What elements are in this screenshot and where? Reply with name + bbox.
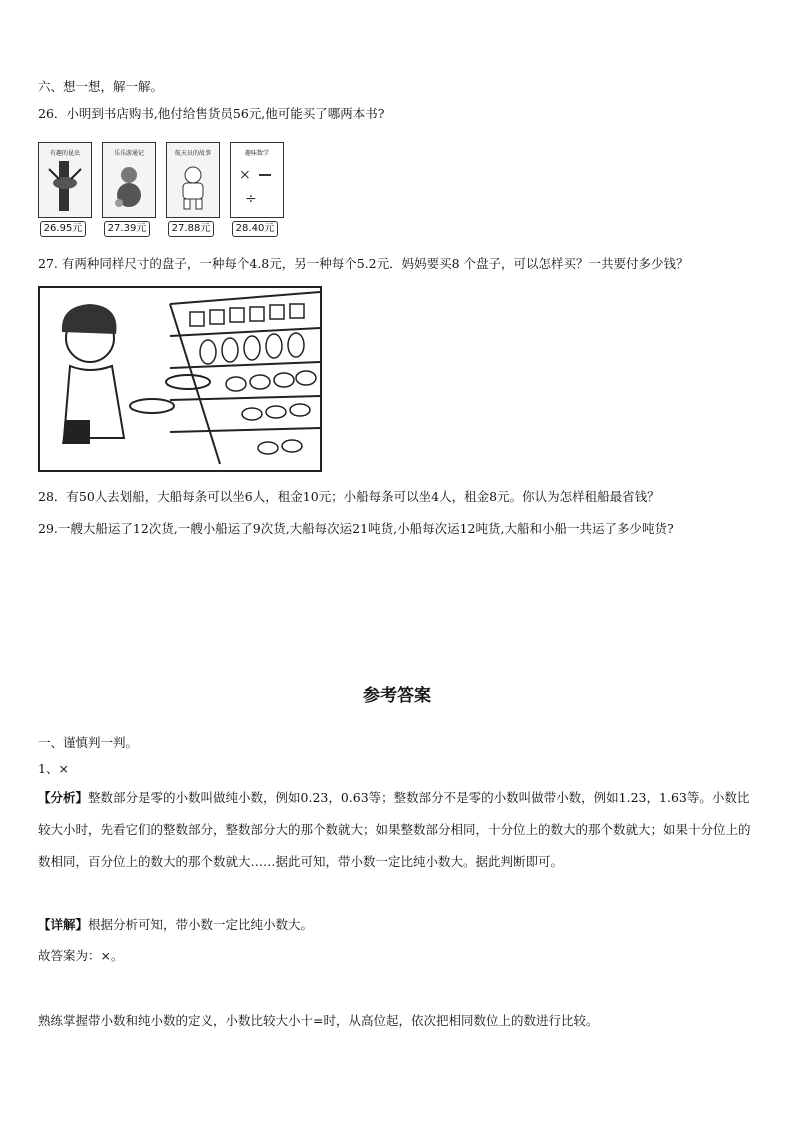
svg-text:÷: ÷	[245, 191, 257, 207]
question-28: 28．有50人去划船，大船每条可以坐6人，租金10元；小船每条可以坐4人，租金8元。你认为怎样租船最省钱？	[38, 489, 660, 504]
book-title: 乐乐游通记	[113, 150, 144, 157]
answer-section-title: 参考答案	[363, 686, 431, 706]
book-title: 趣味数学	[244, 150, 269, 157]
section-heading-6: 六、想一想，解一解。	[38, 79, 164, 94]
answer-1: 1、×	[38, 761, 69, 776]
astronaut-icon	[173, 161, 213, 211]
book-cover-1	[38, 142, 92, 218]
book-cover-3	[166, 142, 220, 218]
book-price-1: 26.95元	[40, 221, 86, 237]
analysis-paragraph	[38, 782, 756, 878]
book-cover-2	[102, 142, 156, 218]
question-27: 27. 有两种同样尺寸的盘子，一种每个4.8元，另一种每个5.2元．妈妈要买8 个盘子，可以怎样买？一共要付多少钱？	[38, 256, 689, 271]
section-heading-1: 一、谨慎判一判。	[38, 735, 139, 750]
analysis-text: 整数部分是零的小数叫做纯小数，例如0.23，0.63等；整数部分不是零的小数叫做带小数，例如1.23，1.63等。小数比较大小时，先看它们的整数部分，整数部分大的那个数就大；如果整数部分相同，十分位上的数大的那个数就大；如果十分位上的数相同，百分位上的数大的那个数就大……据此可知，带小数一定比纯小数大。据此判断即可。	[38, 790, 751, 869]
plates-shop-illustration	[38, 286, 322, 472]
detail-paragraph	[38, 917, 313, 933]
question-29: 29.一艘大船运了12次货,一艘小船运了9次货,大船每次运21吨货,小船每次运12吨货,大船和小船一共运了多少吨货?	[38, 521, 674, 536]
detail-text: 根据分析可知，带小数一定比纯小数大。	[88, 917, 314, 932]
math-symbols-icon	[237, 161, 277, 211]
conclusion: 故答案为：×。	[38, 948, 124, 963]
book-title: 航天员的故事	[174, 150, 211, 157]
book-cover-4	[230, 142, 284, 218]
book-price-2: 27.39元	[104, 221, 150, 237]
cartoon-character-icon	[109, 161, 149, 211]
book-price-4: 28.40元	[232, 221, 278, 237]
summary: 熟练掌握带小数和纯小数的定义，小数比较大小十=时，从高位起，依次把相同数位上的数进行比较。	[38, 1013, 599, 1028]
detail-label: 【详解】	[38, 917, 89, 932]
question-26: 26．小明到书店购书,他付给售货员56元,他可能买了哪两本书?	[38, 106, 385, 121]
analysis-label: 【分析】	[38, 790, 89, 805]
insect-icon	[45, 161, 85, 211]
book-price-3: 27.88元	[168, 221, 214, 237]
svg-text:×: ×	[239, 167, 251, 183]
book-title: 有趣的昆虫	[49, 150, 80, 157]
